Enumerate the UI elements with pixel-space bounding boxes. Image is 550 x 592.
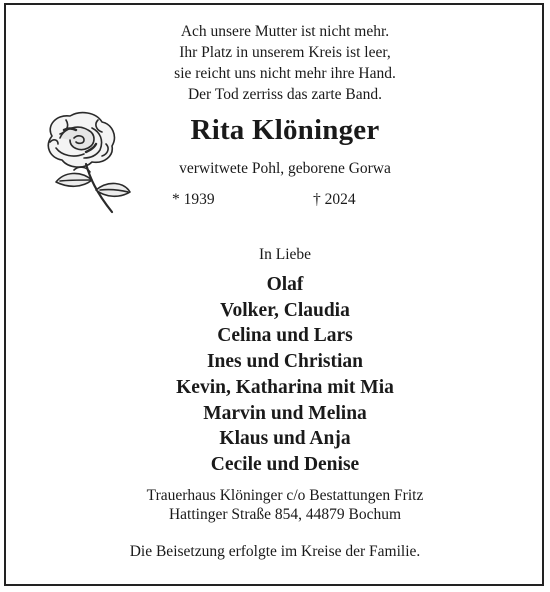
mourner-entry: Celina und Lars <box>217 325 353 347</box>
mourner-entry: Klaus und Anja <box>219 428 351 450</box>
memorial-verse <box>120 21 450 105</box>
verse-line: Ihr Platz in unserem Kreis ist leer, <box>179 44 391 61</box>
mourner-entry: Marvin und Melina <box>203 402 367 424</box>
mourner-entry: Ines und Christian <box>206 351 364 373</box>
death-year: † 2024 <box>313 191 356 208</box>
address-line: Hattinger Straße 854, 44879 Bochum <box>168 506 402 523</box>
birth-year: * 1939 <box>172 191 215 208</box>
mourner-entry: Kevin, Katharina mit Mia <box>176 376 394 398</box>
verse-line: Der Tod zerriss das zarte Band. <box>187 86 383 103</box>
mourning-address <box>90 486 480 524</box>
in-love-label: In Liebe <box>258 246 312 263</box>
mourner-entry: Olaf <box>266 274 304 295</box>
mourners-list <box>90 272 480 478</box>
burial-note: Die Beisetzung erfolgte im Kreise der Familie. <box>129 543 421 560</box>
verse-line: sie reicht uns nicht mehr ihre Hand. <box>174 65 396 82</box>
address-line: Trauerhaus Klöninger c/o Bestattungen Fritz <box>146 487 424 504</box>
mourner-entry: Cecile und Denise <box>210 453 360 475</box>
deceased-details: verwitwete Pohl, geborene Gorwa <box>179 160 391 177</box>
mourner-entry: Volker, Claudia <box>220 299 350 321</box>
deceased-name: Rita Klöninger <box>190 114 380 146</box>
verse-line: Ach unsere Mutter ist nicht mehr. <box>180 23 390 40</box>
